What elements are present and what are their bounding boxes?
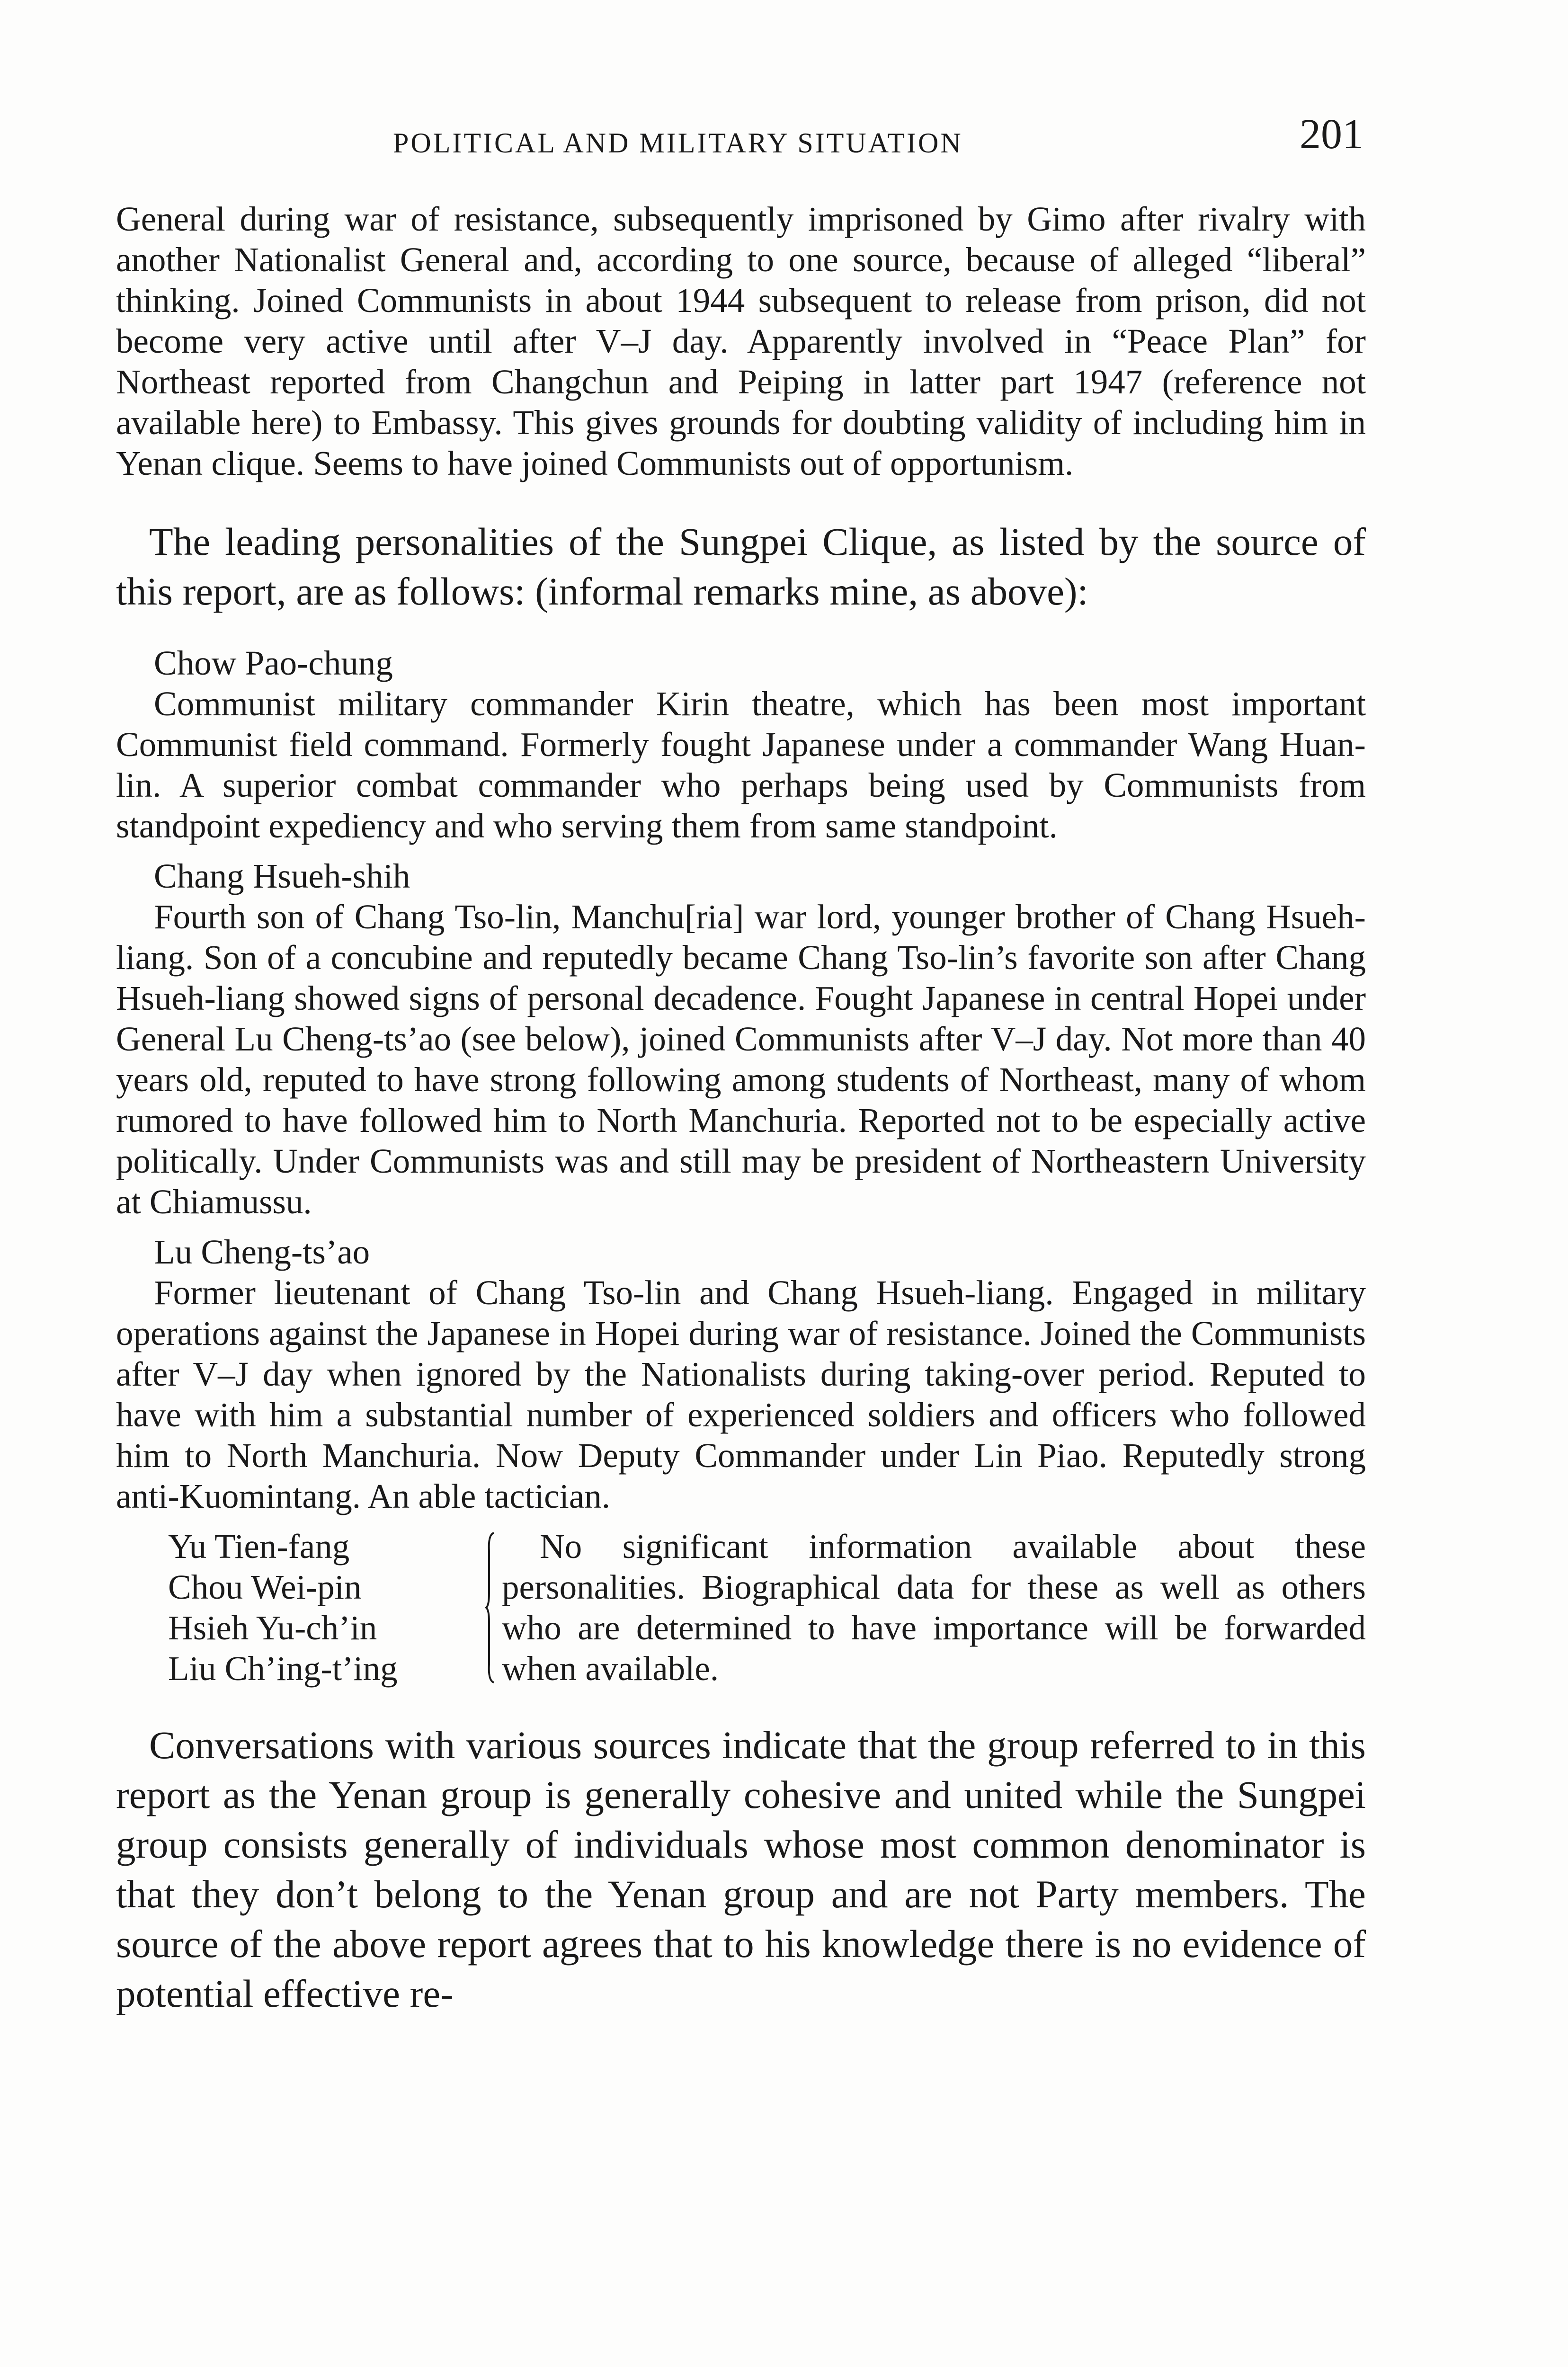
entry-lu-cheng-tsao [116, 1232, 1366, 1517]
entry-name: Lu Cheng-ts’ao [154, 1233, 370, 1271]
running-head: POLITICAL AND MILITARY SITUATION [393, 127, 963, 159]
personalities-group [116, 1526, 1366, 1689]
entry-text: Fourth son of Chang Tso-lin, Manchu[ria] war lord, younger brother of Chang Hsueh-liang. Son of a concubine and reputedly became Chang Tso-lin’s favorite son after Chang Hsueh-liang showed signs of personal decadence. Fought Japanese in central Hopei under General Lu Cheng-ts’ao (see below), joined Communists after V–J day. Not more than 40 years old, reputed to have strong following among students of Northeast, many of whom rumored to have followed him to North Manchuria. Reported not to be especially active politically. Under Communists was and still may be president of Northeastern University at Chiamussu. [116, 898, 1366, 1221]
group-name: Liu Ch’ing-t’ing [168, 1649, 398, 1688]
group-names-list [168, 1526, 481, 1689]
group-name: Hsieh Yu-ch’in [168, 1609, 377, 1647]
group-note: No significant information available about these personalities. Biographical data for these as well as others who are determined to have importance will be forwarded when available. [502, 1527, 1366, 1688]
entry-text: Communist military commander Kirin theatre, which has been most important Communist field command. Formerly fought Japanese under a commander Wang Huan-lin. A superior combat commander who perhaps being used by Communists from standpoint expediency and who serving them from same standpoint. [116, 685, 1366, 845]
entry-name: Chow Pao-chung [154, 644, 393, 682]
paragraph-continuation: General during war of resistance, subsequently imprisoned by Gimo after rivalry with another Nationalist General and, according to one source, because of alleged “liberal” thinking. Joined Communists in about 1944 subsequent to release from prison, did not become very active until after V–J day. Apparently involved in “Peace Plan” for Northeast reported from Changchun and Peiping in latter part 1947 (reference not available here) to Embassy. This gives grounds for doubting validity of including him in Yenan clique. Seems to have joined Communists out of opportunism. [116, 200, 1366, 482]
entry-chang-hsueh-shih [116, 856, 1366, 1222]
entry-text: Former lieutenant of Chang Tso-lin and Chang Hsueh-liang. Engaged in military operations against the Japanese in Hopei during war of resistance. Joined the Communists after V–J day when ignored by the Nationalists during taking-over period. Reputed to have with him a substantial number of experienced soldiers and officers who followed him to North Manchuria. Now Deputy Commander under Lin Piao. Reputedly strong anti-Kuomintang. An able tactician. [116, 1273, 1366, 1515]
paragraph-intro-sungpei: The leading personalities of the Sungpei Clique, as listed by the source of this report, are as follows: (informal remarks mine, as above): [116, 520, 1366, 613]
page-body [116, 199, 1366, 2019]
paragraph-conversations: Conversations with various sources indicate that the group referred to in this report as the Yenan group is generally cohesive and united while the Sungpei group consists generally of individuals whose most common denominator is that they don’t belong to the Yenan group and are not Party members. The source of the above report agrees that to his knowledge there is no evidence of potential effective re- [116, 1723, 1366, 2015]
page-header [114, 110, 1363, 162]
entry-name: Chang Hsueh-shih [154, 857, 410, 895]
page-number: 201 [1300, 111, 1363, 158]
brace-icon [485, 1532, 499, 1683]
group-name: Yu Tien-fang [168, 1527, 350, 1566]
group-name: Chou Wei-pin [168, 1568, 362, 1606]
entry-chow-pao-chung [116, 643, 1366, 846]
